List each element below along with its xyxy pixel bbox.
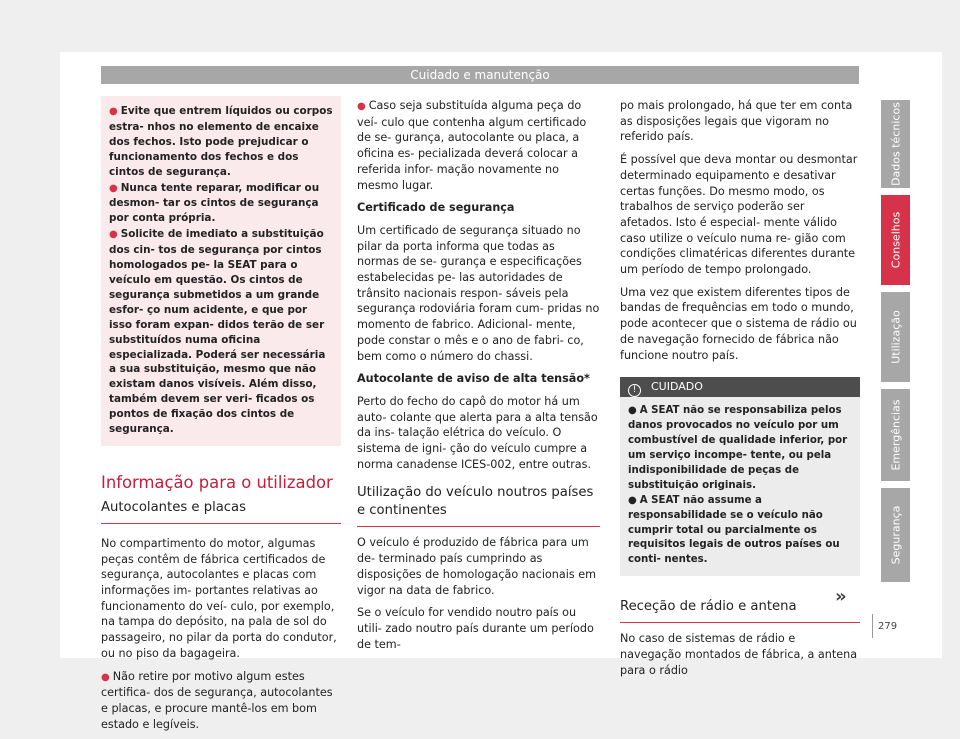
paragraph: É possível que deva montar ou desmontar determinado equipamento e desativar certas funções. Do mesmo modo, os trabalhos de serviço poderão ser afetados. Isto é especial- mente válido caso utilize o veículo numa re- gião com condições climatéricas diferentes durante um período de tempo prolongado.	[620, 153, 858, 277]
paragraph: Perto do fecho do capô do motor há um auto- colante que alerta para a alta tensão da ins- talação elétrica do veículo. O sistema de igni- ção do veículo cumpre a norma canadense ICES-002, entre outras.	[357, 394, 598, 471]
bullet-icon: ●	[109, 229, 118, 241]
caution-item: ● A SEAT não se responsabiliza pelos danos provocados no veículo por um combustível de qualidade inferior, por um serviço incompe- tente, ou pela indisponibilidade de peças de substituição originais.	[628, 405, 848, 491]
bullet-icon: ●	[109, 106, 118, 117]
warning-item: ● Nunca tente reparar, modificar ou desmon- tar os cintos de segurança por conta própria.	[109, 181, 320, 225]
heading-high-voltage: Autocolante de aviso de alta tensão*	[357, 372, 590, 386]
paragraph: No compartimento do motor, algumas peças contêm de fábrica certificados de segurança, autocolantes e placas com informações im- portantes relativas ao funcionamento do veí- culo, por exemplo, na tampa do depósito, na pala de sol do passageiro, no pilar da porta do condutor, ou no piso da bagageira.	[101, 536, 337, 660]
bullet-paragraph: ● Caso seja substituída alguma peça do veí- culo que contenha algum certificado de se- gurança, autocolante ou placa, a oficina es- pecializada deverá colocar a referida infor- mação novamente no mesmo lugar.	[357, 99, 587, 192]
column-1	[101, 96, 341, 739]
heading-safety-certificate: Certificado de segurança	[357, 201, 515, 215]
caution-box	[620, 377, 860, 576]
continue-arrow-icon: »	[835, 586, 847, 607]
warning-box	[101, 96, 341, 446]
tab-seguranca[interactable]: Segurança	[881, 488, 910, 582]
caution-body	[620, 397, 860, 576]
bullet-icon: ●	[101, 671, 110, 683]
subsection-title: Autocolantes e placas	[101, 499, 341, 524]
section-title: Informação para o utilizador	[101, 472, 333, 492]
paragraph: No caso de sistemas de rádio e navegação montados de fábrica, a antena para o rádio	[620, 632, 858, 677]
paragraph: Um certificado de segurança situado no pilar da porta informa que todas as normas de se- gurança e especificações estabelecidas pe- las autoridades de trânsito nacionais respon- sáveis pela segurança rodoviária foram cum- pridas no momento de fabrico. Adicional- mente, pode constar o mês e o ano de fabri- co, bem como o número do chassi.	[357, 223, 600, 363]
bullet-icon: ●	[628, 494, 637, 506]
warning-item: ● Evite que entrem líquidos ou corpos estra- nhos no elemento de encaixe dos fechos. Isto pode prejudicar o funcionamento dos fechos e dos cintos de segurança.	[109, 105, 333, 178]
subsection-title: Receção de rádio e antena	[620, 598, 860, 623]
tab-conselhos[interactable]: Conselhos	[881, 195, 910, 285]
bullet-icon: ●	[628, 405, 637, 417]
paragraph: O veículo é produzido de fábrica para um de- terminado país cumprindo as disposições de homologação nacionais em vigor na data de fabrico.	[357, 536, 596, 597]
caution-header: ! CUIDADO	[620, 377, 860, 397]
subsection-title: Utilização do veículo noutros países e continentes	[357, 484, 600, 527]
page-number: 279	[878, 621, 898, 632]
page-number-divider	[872, 614, 873, 638]
column-3	[620, 98, 860, 685]
paragraph: Se o veículo for vendido noutro país ou utili- zado noutro país durante um período de tem-	[357, 606, 594, 651]
exclamation-icon: !	[628, 384, 641, 397]
bullet-icon: ●	[357, 101, 366, 112]
warning-item: ● Solicite de imediato a substituição dos cin- tos de segurança por cintos homologados pe- la SEAT para o veículo em questão. Os cintos de segurança submetidos a um grande esfor- ço num acidente, e que por isso foram expan- didos terão de ser substituídos numa oficina especializada. Poderá ser necessária a sua substituição, mesmo que não existam danos visíveis. Além disso, também devem ser veri- ficados os pontos de fixação dos cintos de segurança.	[109, 228, 326, 436]
tab-utilizacao[interactable]: Utilização	[881, 292, 910, 382]
tab-dados-tecnicos[interactable]: Dados técnicos	[881, 100, 910, 188]
caution-item: ● A SEAT não assume a responsabilidade se o veículo não cumprir total ou parcialmente os requisitos legais de outros países ou conti- nentes.	[628, 494, 840, 566]
tab-emergencias[interactable]: Emergências	[881, 389, 910, 481]
paragraph: po mais prolongado, há que ter em conta as disposições legais que vigoram no referido país.	[620, 99, 853, 144]
bullet-icon: ●	[109, 182, 118, 194]
page-header: Cuidado e manutenção	[101, 66, 859, 84]
column-2	[357, 98, 600, 659]
bullet-paragraph: ● Não retire por motivo algum estes certifica- dos de segurança, autocolantes e placas, e procure mantê-los em bom estado e legíveis.	[101, 669, 333, 731]
paragraph: Uma vez que existem diferentes tipos de bandas de frequências em todo o mundo, pode acontecer que o sistema de rádio ou de navegação fornecido de fábrica não funcione noutro país.	[620, 285, 857, 362]
